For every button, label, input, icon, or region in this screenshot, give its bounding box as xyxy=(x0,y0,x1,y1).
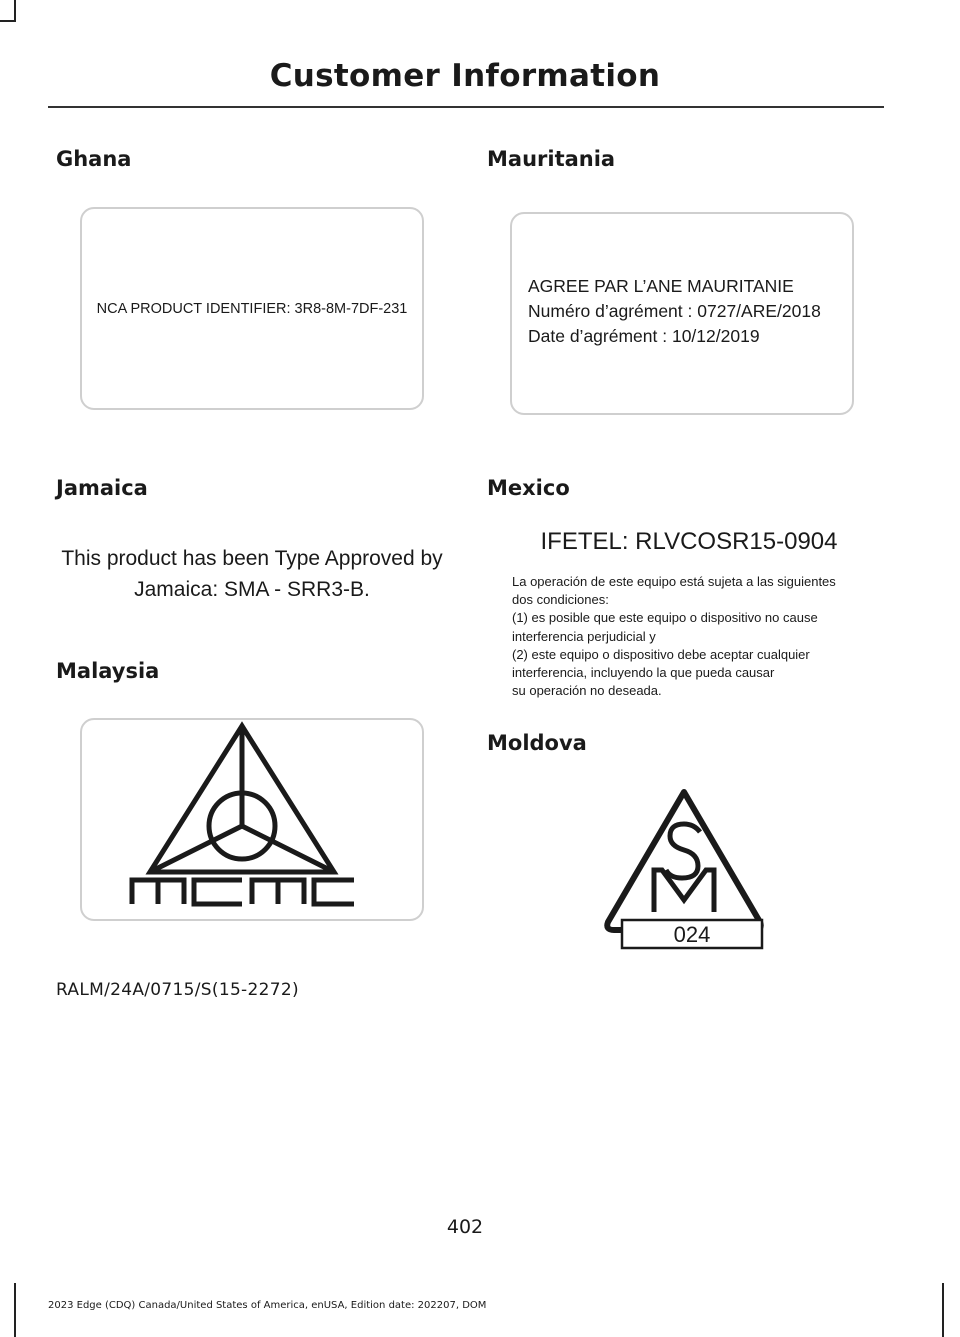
mexico-ifetel-id: IFETEL: RLVCOSR15-0904 xyxy=(540,528,838,555)
header-rule xyxy=(48,106,884,108)
mexico-line-3: (1) es posible que este equipo o dispositivo no cause xyxy=(512,610,818,626)
malaysia-registration-number: RALM/24A/0715/S(15-2272) xyxy=(56,980,299,1000)
page-number: 402 xyxy=(446,1216,484,1238)
crop-mark-bottom-right xyxy=(942,1283,944,1337)
malaysia-heading: Malaysia xyxy=(56,659,160,683)
mauritania-line-2: Numéro d’agrément : 0727/ARE/2018 xyxy=(528,301,821,321)
mexico-heading: Mexico xyxy=(487,476,570,500)
jamaica-heading: Jamaica xyxy=(56,476,148,500)
moldova-mark-number: 024 xyxy=(673,922,711,947)
crop-mark-bottom-left xyxy=(14,1283,16,1337)
ghana-heading: Ghana xyxy=(56,147,132,171)
mexico-line-6: interferencia, incluyendo la que pueda causar xyxy=(512,665,775,681)
mauritania-label-box xyxy=(510,212,854,415)
ghana-label-text: NCA PRODUCT IDENTIFIER: 3R8-8M-7DF-231 xyxy=(96,301,408,317)
mauritania-heading: Mauritania xyxy=(487,147,616,171)
crop-mark-top-left-h xyxy=(0,20,16,22)
jamaica-approval-text: This product has been Type Approved by Jamaica: SMA - SRR3-B. xyxy=(61,547,443,601)
mexico-line-4: interferencia perjudicial y xyxy=(512,628,656,644)
ghana-label-box xyxy=(80,207,424,410)
mexico-line-5: (2) este equipo o dispositivo debe aceptar cualquier xyxy=(512,646,810,662)
mauritania-line-3: Date d’agrément : 10/12/2019 xyxy=(528,326,760,346)
mauritania-label-text xyxy=(528,274,821,349)
page-title: Customer Information xyxy=(269,58,661,94)
mexico-line-2: dos condiciones: xyxy=(512,592,609,608)
mcmc-logo xyxy=(82,720,422,919)
mauritania-line-1: AGREE PAR L’ANE MAURITANIE xyxy=(528,276,794,296)
malaysia-logo-box xyxy=(80,718,424,921)
mexico-conditions-text xyxy=(512,573,882,700)
moldova-sm-mark xyxy=(596,782,772,964)
crop-mark-top-left xyxy=(14,0,16,22)
mexico-line-1: La operación de este equipo está sujeta a las siguientes xyxy=(512,574,836,589)
footer-edition-info: 2023 Edge (CDQ) Canada/United States of America, enUSA, Edition date: 202207, DOM xyxy=(48,1300,487,1311)
moldova-heading: Moldova xyxy=(487,731,587,755)
mexico-line-7: su operación no deseada. xyxy=(512,683,662,699)
